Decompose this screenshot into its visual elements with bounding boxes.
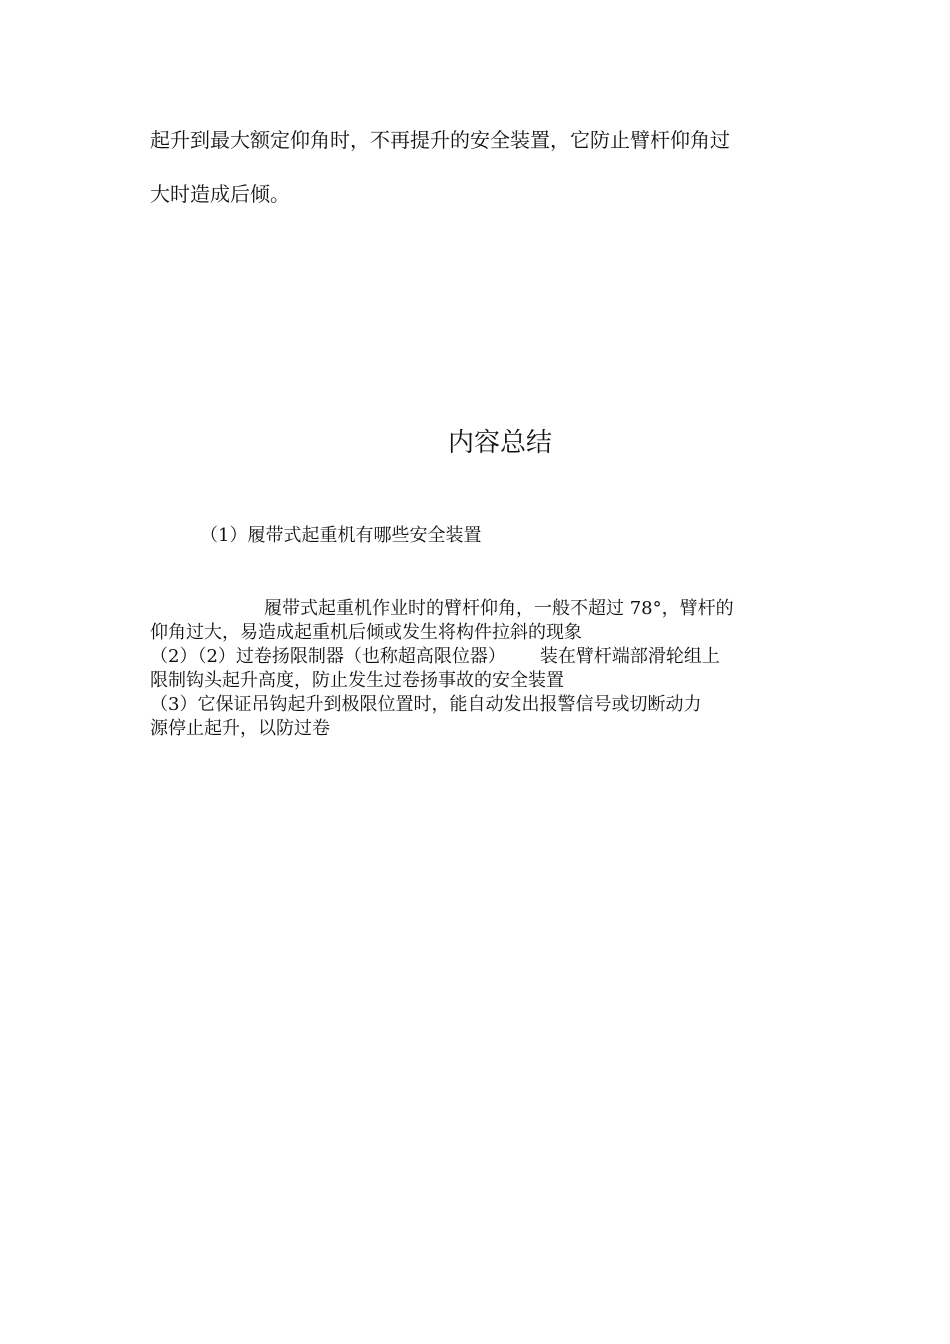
body-line	[150, 642, 720, 668]
body-line	[150, 594, 734, 620]
body-line: 限制钩头起升高度，防止发生过卷扬事故的安全装置	[150, 670, 564, 691]
section-title: 内容总结	[448, 428, 553, 458]
body-line: 源停止起升，以防过卷	[150, 718, 330, 739]
body-line: 仰角过大，易造成起重机后倾或发生将构件拉斜的现象	[150, 622, 582, 643]
body-text: 装在臂杆端部滑轮组上	[539, 646, 720, 667]
question-heading: （1）履带式起重机有哪些安全装置	[200, 525, 482, 546]
body-text: （2）（2）过卷扬限制器（也称超高限位器）	[150, 646, 506, 667]
body-line: （3）它保证吊钩起升到极限位置时，能自动发出报警信号或切断动力	[150, 694, 702, 715]
body-text: 履带式起重机作业时的臂杆仰角，一般不超过 78°，臂杆的	[264, 598, 734, 619]
paragraph-line: 大时造成后倾。	[150, 182, 290, 206]
paragraph-line: 起升到最大额定仰角时，不再提升的安全装置，它防止臂杆仰角过	[150, 128, 730, 152]
